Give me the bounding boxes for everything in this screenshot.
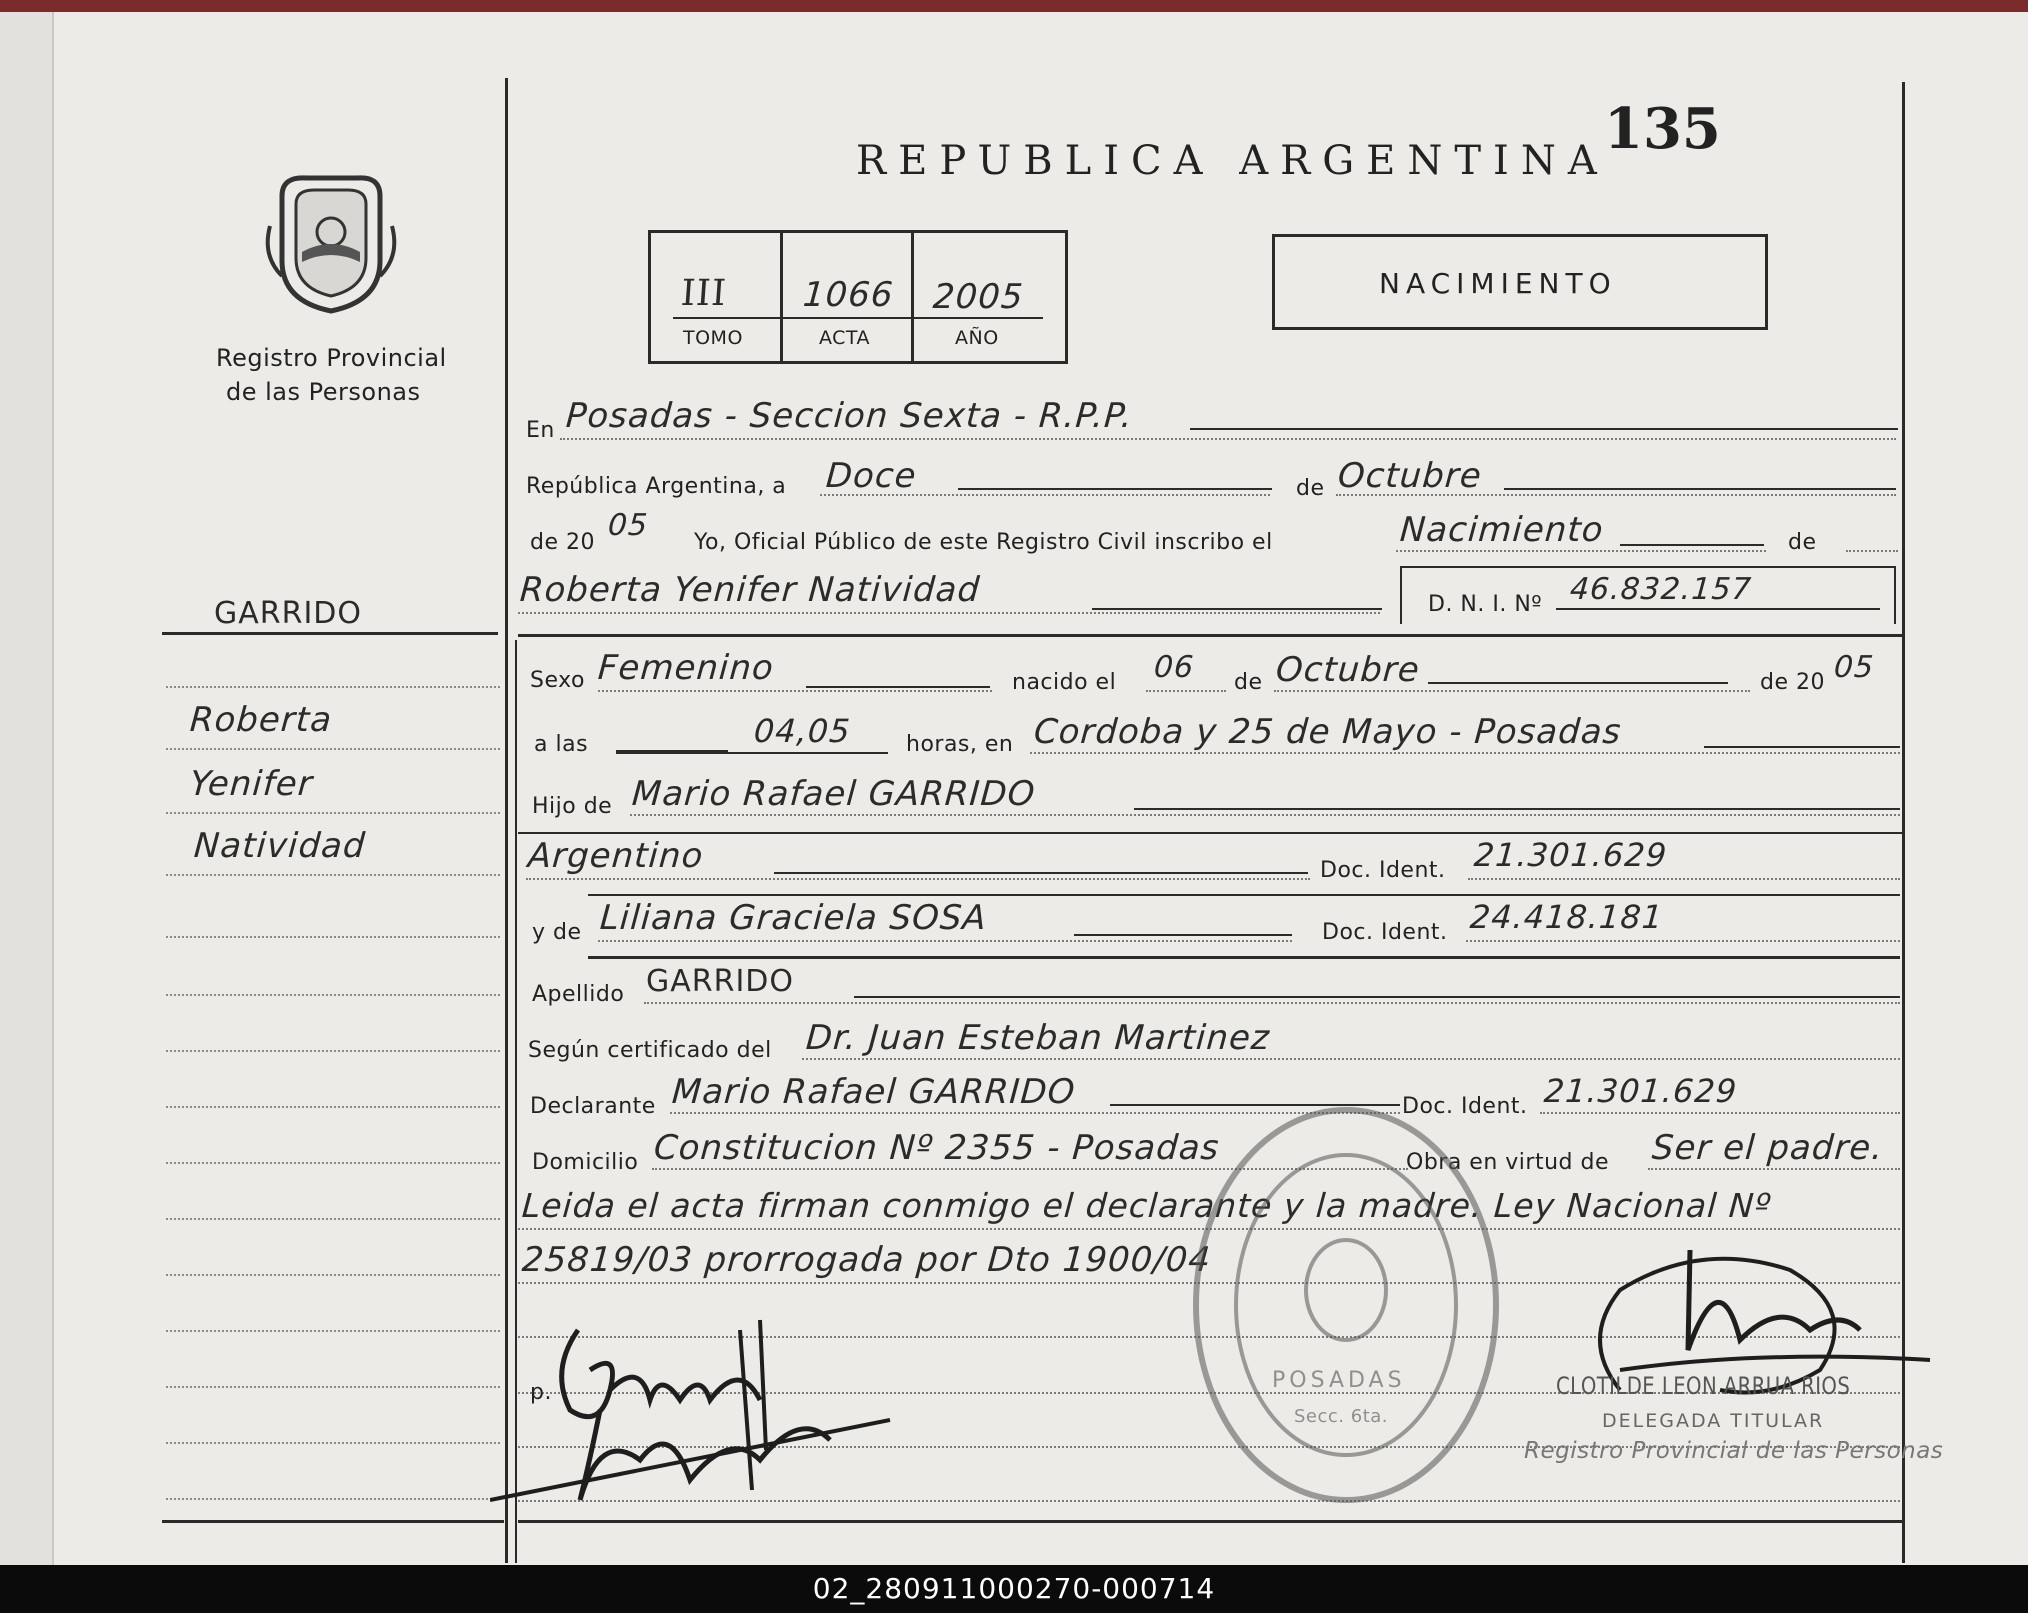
declarante-doc: 21.301.629	[1542, 1072, 1739, 1110]
registry-round-stamp	[1186, 1100, 1506, 1510]
birth-year: 05	[1832, 650, 1876, 685]
ano-label: AÑO	[955, 327, 999, 349]
country-title: REPUBLICA ARGENTINA	[856, 138, 1609, 184]
declarante-value: Mario Rafael GARRIDO	[670, 1072, 1077, 1112]
margin-rule-bottom	[162, 1520, 504, 1523]
margin-surname: GARRIDO	[214, 596, 363, 631]
file-name-bar: 02_280911000270-000714	[0, 1565, 2028, 1613]
declarant-signature	[490, 1310, 910, 1520]
official-office: Registro Provincial de las Personas	[1524, 1438, 1944, 1464]
hour-value: 04,05	[752, 712, 852, 750]
declarante-label: Declarante	[530, 1094, 656, 1119]
yde-label: y de	[532, 920, 582, 945]
year-prefix-label: de 20	[530, 530, 595, 555]
obra-label: Obra en virtud de	[1406, 1150, 1609, 1175]
official-role: DELEGADA TITULAR	[1602, 1410, 1825, 1432]
margin-name-3: Natividad	[192, 826, 368, 866]
en-label: En	[526, 418, 555, 443]
dni-label: D. N. I. Nº	[1428, 592, 1543, 617]
margin-rule-top	[162, 632, 498, 635]
page-number: 135	[1604, 96, 1721, 162]
day-value: Doce	[824, 456, 918, 496]
sexo-label: Sexo	[530, 668, 585, 693]
tomo-label: TOMO	[683, 327, 743, 349]
mother-doc-label: Doc. Ident.	[1322, 920, 1448, 945]
month-de-label: de	[1296, 476, 1325, 501]
apellido-value: GARRIDO	[646, 964, 795, 999]
birth-year-prefix: de 20	[1760, 670, 1825, 695]
note-line-2: 25819/03 prorrogada por Dto 1900/04	[520, 1240, 1213, 1280]
province-seal-logo	[262, 166, 400, 316]
year-value: 05	[606, 508, 650, 543]
certificado-value: Dr. Juan Esteban Martinez	[804, 1018, 1272, 1058]
inscribe-value: Nacimiento	[1398, 510, 1605, 550]
person-name: Roberta Yenifer Natividad	[518, 570, 982, 610]
registry-name-line1: Registro Provincial	[216, 344, 447, 372]
obra-value: Ser el padre.	[1650, 1128, 1885, 1168]
document-type-box	[1272, 234, 1768, 330]
father-name: Mario Rafael GARRIDO	[630, 774, 1037, 814]
rep-label: República Argentina, a	[526, 474, 787, 499]
act-reference-box	[648, 230, 1068, 364]
declarante-doc-label: Doc. Ident.	[1402, 1094, 1528, 1119]
registry-name-line2: de las Personas	[226, 378, 421, 406]
apellido-label: Apellido	[532, 982, 625, 1007]
ano-value: 2005	[931, 277, 1025, 317]
place-value: Cordoba y 25 de Mayo - Posadas	[1032, 712, 1623, 752]
nacido-label: nacido el	[1012, 670, 1117, 695]
hijo-label: Hijo de	[532, 794, 613, 819]
en-value: Posadas - Seccion Sexta - R.P.P.	[564, 396, 1135, 436]
certificado-label: Según certificado del	[528, 1038, 772, 1063]
acta-value: 1066	[801, 275, 895, 315]
birth-month-de-label: de	[1234, 670, 1263, 695]
official-name: CLOTILDE LEON ARRUA RIOS	[1556, 1372, 1851, 1400]
birth-month: Octubre	[1274, 650, 1422, 690]
mother-name: Liliana Graciela SOSA	[598, 898, 989, 938]
domicilio-value: Constitucion Nº 2355 - Posadas	[652, 1128, 1221, 1168]
margin-name-1: Roberta	[188, 700, 334, 740]
stamp-section: Secc. 6ta.	[1294, 1406, 1388, 1427]
sexo-value: Femenino	[596, 648, 776, 688]
horas-label: horas, en	[906, 732, 1014, 757]
inscribe-de-label: de	[1788, 530, 1817, 555]
domicilio-label: Domicilio	[532, 1150, 639, 1175]
mother-doc: 24.418.181	[1468, 898, 1665, 936]
margin-name-2: Yenifer	[188, 764, 315, 804]
document-type-label: NACIMIENTO	[1379, 267, 1617, 300]
acta-label: ACTA	[819, 327, 871, 349]
father-doc-label: Doc. Ident.	[1320, 858, 1446, 883]
p-label: p.	[530, 1380, 552, 1405]
note-line-1: Leida el acta firman conmigo el declarante y la madre. Ley Nacional Nº	[520, 1186, 1773, 1225]
alas-label: a las	[534, 732, 589, 757]
name-rule	[518, 634, 1902, 637]
father-nationality: Argentino	[526, 836, 705, 876]
page-left-edge	[0, 12, 54, 1565]
inscribe-text: Yo, Oficial Público de este Registro Civil inscribo el	[694, 530, 1273, 555]
dni-value: 46.832.157	[1568, 572, 1754, 607]
month-value: Octubre	[1336, 456, 1484, 496]
birth-day: 06	[1152, 650, 1196, 685]
tomo-value: III	[679, 273, 729, 314]
father-doc: 21.301.629	[1472, 836, 1669, 874]
stamp-city: POSADAS	[1272, 1368, 1406, 1393]
